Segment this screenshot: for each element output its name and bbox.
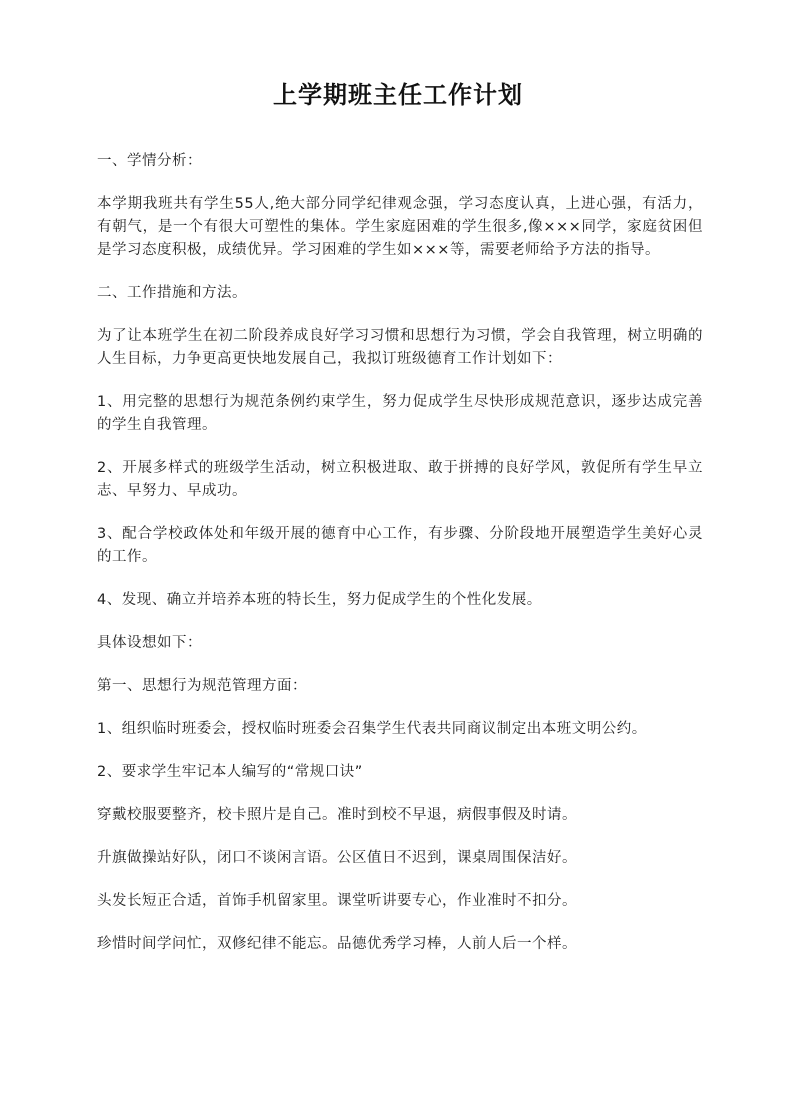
document-title: 上学期班主任工作计划 — [273, 80, 523, 109]
rhyme-line-2: 升旗做操站好队，闭口不谈闲言语。公区值日不迟到，课桌周围保洁好。 — [97, 850, 577, 866]
list-item-conduct-2: 2、要求学生牢记本人编写的“常规口诀” — [97, 764, 363, 780]
section-heading-measures: 二、工作措施和方法。 — [97, 285, 247, 301]
paragraph-plan-intro: 具体设想如下： — [97, 635, 202, 651]
list-item-measure-4: 4、发现、确立并培养本班的特长生，努力促成学生的个性化发展。 — [97, 592, 542, 608]
list-item-conduct-1: 1、组织临时班委会，授权临时班委会召集学生代表共同商议制定出本班文明公约。 — [97, 721, 647, 737]
document-body — [97, 150, 703, 956]
rhyme-line-3: 头发长短正合适，首饰手机留家里。课堂听讲要专心，作业准时不扣分。 — [97, 893, 577, 909]
rhyme-line-1: 穿戴校服要整齐，校卡照片是自己。准时到校不早退，病假事假及时请。 — [97, 807, 577, 823]
section-heading-situation: 一、学情分析： — [97, 153, 202, 169]
list-item-measure-2: 2、开展多样式的班级学生活动，树立积极进取、敢于拼搏的良好学风，敦促所有学生早立志、早努力、早成功。 — [97, 460, 703, 499]
paragraph-situation: 本学期我班共有学生55人,绝大部分同学纪律观念强，学习态度认真，上进心强，有活力，有朝气，是一个有很大可塑性的集体。学生家庭困难的学生很多,像×××同学，家庭贫困但是学习态度积极，成绩优异。学习困难的学生如×××等，需要老师给予方法的指导。 — [97, 196, 703, 258]
list-item-measure-1: 1、用完整的思想行为规范条例约束学生，努力促成学生尽快形成规范意识，逐步达成完善的学生自我管理。 — [97, 394, 703, 433]
paragraph-intro: 为了让本班学生在初二阶段养成良好学习习惯和思想行为习惯，学会自我管理，树立明确的人生目标，力争更高更快地发展自己，我拟订班级德育工作计划如下： — [97, 328, 703, 367]
list-item-measure-3: 3、配合学校政体处和年级开展的德育中心工作，有步骤、分阶段地开展塑造学生美好心灵的工作。 — [97, 526, 703, 565]
section-heading-conduct: 第一、思想行为规范管理方面： — [97, 678, 307, 694]
rhyme-line-4: 珍惜时间学问忙，双修纪律不能忘。品德优秀学习棒，人前人后一个样。 — [97, 936, 577, 952]
